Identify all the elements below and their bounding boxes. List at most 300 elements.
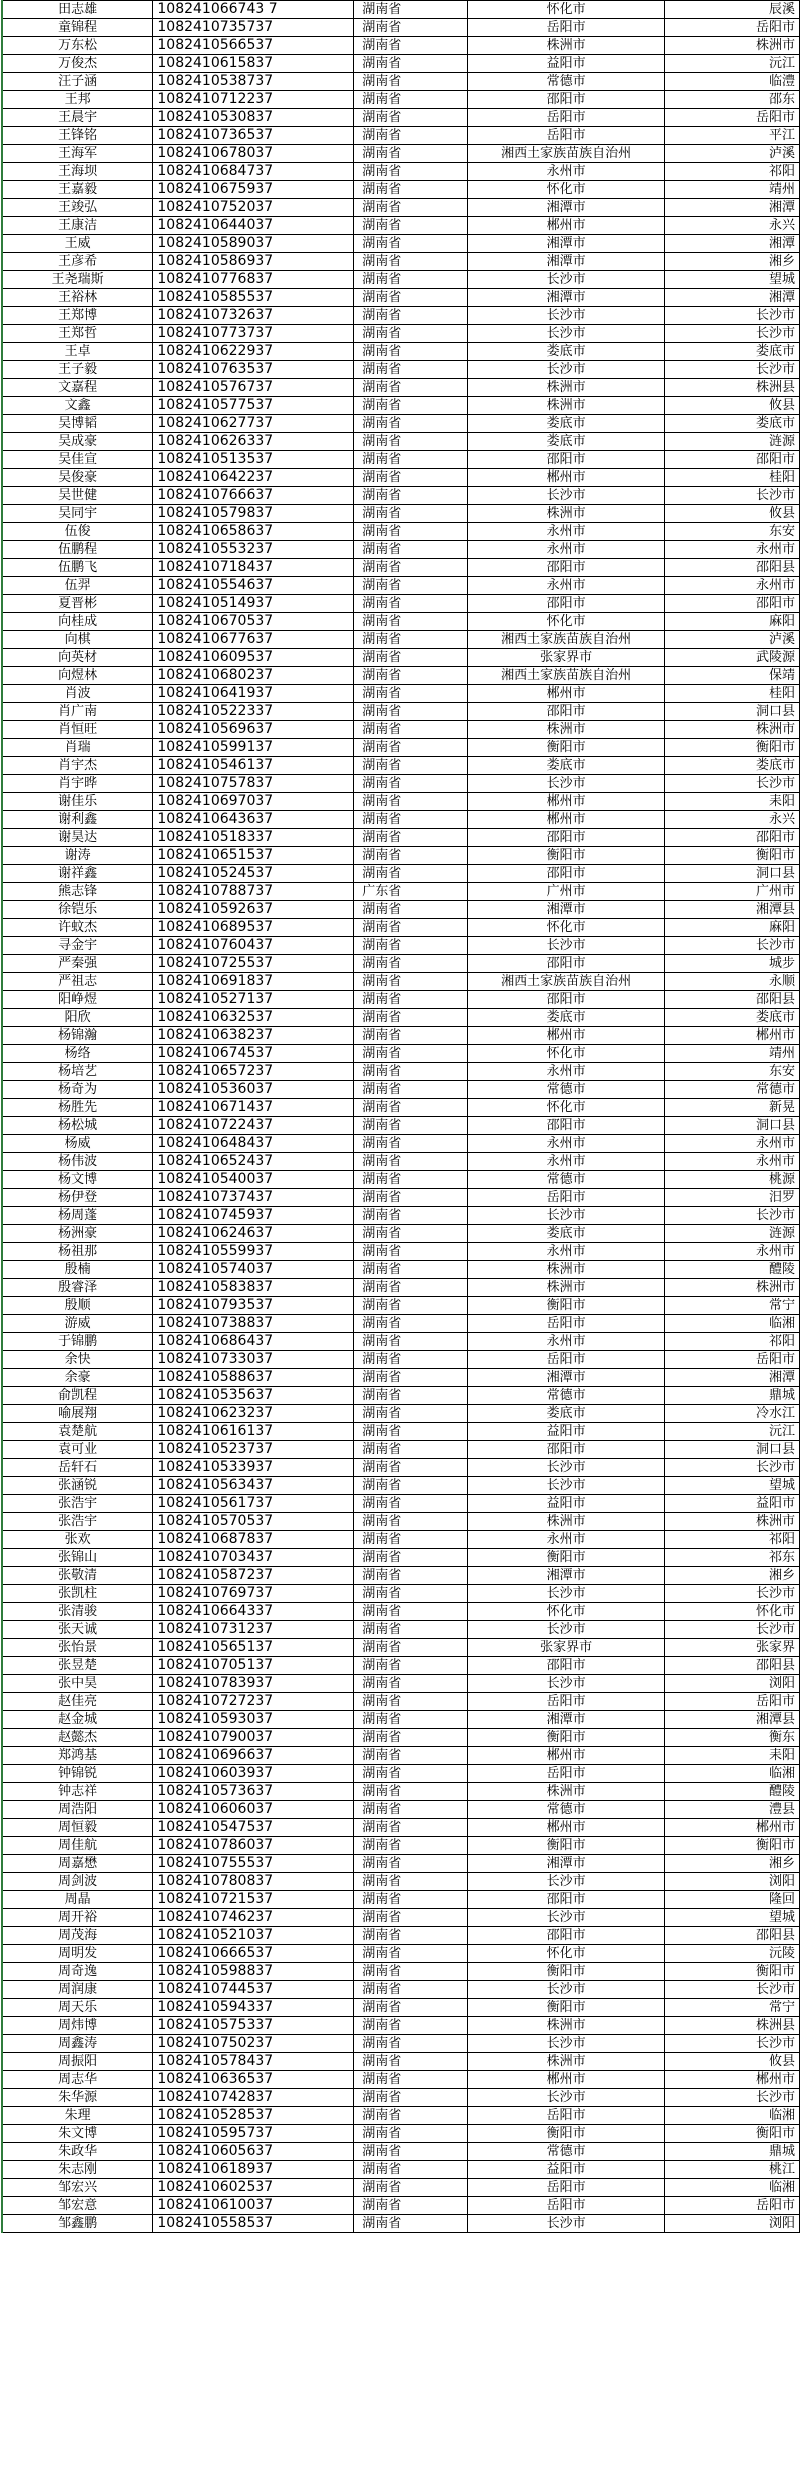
table-row (2, 775, 800, 793)
county-cell: 永兴 (665, 217, 800, 235)
province-cell: 湖南省 (354, 595, 468, 613)
table-row (2, 847, 800, 865)
table-row (2, 1243, 800, 1261)
student-name-cell: 杨络 (2, 1045, 153, 1063)
city-cell: 湘西土家族苗族自治州 (468, 667, 665, 685)
county-cell: 临湘 (665, 2179, 800, 2197)
city-cell: 岳阳市 (468, 2179, 665, 2197)
province-cell: 湖南省 (354, 37, 468, 55)
county-cell: 株洲市 (665, 721, 800, 739)
province-cell: 湖南省 (354, 163, 468, 181)
county-cell: 衡阳市 (665, 847, 800, 865)
province-cell: 湖南省 (354, 991, 468, 1009)
student-id-cell: 1082410790037 (153, 1729, 354, 1747)
table-row (2, 1153, 800, 1171)
student-id-cell: 1082410603937 (153, 1765, 354, 1783)
table-row (2, 883, 800, 901)
student-name-cell: 王嘉毅 (2, 181, 153, 199)
table-row (2, 2161, 800, 2179)
table-row (2, 703, 800, 721)
student-name-cell: 吴世健 (2, 487, 153, 505)
county-cell: 隆回 (665, 1891, 800, 1909)
table-row (2, 1045, 800, 1063)
student-id-cell: 1082410554637 (153, 577, 354, 595)
student-name-cell: 张浩宇 (2, 1495, 153, 1513)
student-name-cell: 赵佳亮 (2, 1693, 153, 1711)
county-cell: 临湘 (665, 2107, 800, 2125)
student-name-cell: 肖瑞 (2, 739, 153, 757)
city-cell: 长沙市 (468, 775, 665, 793)
table-row (2, 199, 800, 217)
province-cell: 湖南省 (354, 1585, 468, 1603)
student-name-cell: 周茂海 (2, 1927, 153, 1945)
student-name-cell: 杨培艺 (2, 1063, 153, 1081)
city-cell: 长沙市 (468, 487, 665, 505)
student-name-cell: 谢涛 (2, 847, 153, 865)
table-row (2, 1567, 800, 1585)
city-cell: 衡阳市 (468, 1549, 665, 1567)
county-cell: 望城 (665, 271, 800, 289)
table-row (2, 451, 800, 469)
province-cell: 湖南省 (354, 1279, 468, 1297)
province-cell: 湖南省 (354, 1855, 468, 1873)
county-cell: 临澧 (665, 73, 800, 91)
province-cell: 湖南省 (354, 757, 468, 775)
student-name-cell: 邹鑫鹏 (2, 2215, 153, 2233)
county-cell: 望城 (665, 1909, 800, 1927)
table-row (2, 595, 800, 613)
county-cell: 武陵源 (665, 649, 800, 667)
province-cell: 湖南省 (354, 1603, 468, 1621)
student-id-cell: 1082410561737 (153, 1495, 354, 1513)
city-cell: 岳阳市 (468, 1315, 665, 1333)
county-cell: 新晃 (665, 1099, 800, 1117)
county-cell: 耒阳 (665, 1747, 800, 1765)
student-name-cell: 许蚊杰 (2, 919, 153, 937)
county-cell: 长沙市 (665, 307, 800, 325)
student-name-cell: 周振阳 (2, 2053, 153, 2071)
province-cell: 湖南省 (354, 1009, 468, 1027)
student-id-cell: 1082410559937 (153, 1243, 354, 1261)
province-cell: 湖南省 (354, 2107, 468, 2125)
student-id-cell: 1082410536037 (153, 1081, 354, 1099)
table-row (2, 1729, 800, 1747)
city-cell: 岳阳市 (468, 1351, 665, 1369)
city-cell: 长沙市 (468, 1981, 665, 1999)
city-cell: 长沙市 (468, 307, 665, 325)
province-cell: 湖南省 (354, 397, 468, 415)
province-cell: 湖南省 (354, 307, 468, 325)
city-cell: 邵阳市 (468, 1927, 665, 1945)
city-cell: 邵阳市 (468, 1657, 665, 1675)
student-name-cell: 周佳航 (2, 1837, 153, 1855)
table-row (2, 217, 800, 235)
student-id-cell: 1082410793537 (153, 1297, 354, 1315)
table-row (2, 1297, 800, 1315)
city-cell: 邵阳市 (468, 829, 665, 847)
county-cell: 株洲县 (665, 379, 800, 397)
county-cell: 临湘 (665, 1315, 800, 1333)
student-id-cell: 1082410616137 (153, 1423, 354, 1441)
student-id-cell: 1082410565137 (153, 1639, 354, 1657)
city-cell: 郴州市 (468, 2071, 665, 2089)
student-id-cell: 1082410689537 (153, 919, 354, 937)
city-cell: 株洲市 (468, 37, 665, 55)
student-id-cell: 1082410727237 (153, 1693, 354, 1711)
table-row (2, 73, 800, 91)
student-name-cell: 王郑哲 (2, 325, 153, 343)
county-cell: 娄底市 (665, 1009, 800, 1027)
student-id-cell: 1082410535637 (153, 1387, 354, 1405)
county-cell: 永州市 (665, 1153, 800, 1171)
student-id-cell: 1082410577537 (153, 397, 354, 415)
table-row (2, 181, 800, 199)
student-name-cell: 万东松 (2, 37, 153, 55)
province-cell: 湖南省 (354, 2017, 468, 2035)
student-name-cell: 杨周蓬 (2, 1207, 153, 1225)
county-cell: 永州市 (665, 541, 800, 559)
city-cell: 永州市 (468, 1333, 665, 1351)
student-name-cell: 杨洲豪 (2, 1225, 153, 1243)
student-name-cell: 周明发 (2, 1945, 153, 1963)
county-cell: 祁阳 (665, 163, 800, 181)
city-cell: 株洲市 (468, 379, 665, 397)
student-name-cell: 周浩阳 (2, 1801, 153, 1819)
table-row (2, 469, 800, 487)
student-id-cell: 1082410563437 (153, 1477, 354, 1495)
county-cell: 洞口县 (665, 1441, 800, 1459)
province-cell: 湖南省 (354, 235, 468, 253)
city-cell: 株洲市 (468, 1261, 665, 1279)
student-id-cell: 1082410575337 (153, 2017, 354, 2035)
province-cell: 湖南省 (354, 1801, 468, 1819)
student-name-cell: 王晨宇 (2, 109, 153, 127)
student-id-cell: 1082410652437 (153, 1153, 354, 1171)
county-cell: 沅江 (665, 1423, 800, 1441)
county-cell: 衡阳市 (665, 1837, 800, 1855)
province-cell: 湖南省 (354, 1441, 468, 1459)
student-id-cell: 1082410609537 (153, 649, 354, 667)
table-row (2, 55, 800, 73)
county-cell: 攸县 (665, 2053, 800, 2071)
student-name-cell: 肖宇晔 (2, 775, 153, 793)
table-row (2, 343, 800, 361)
student-id-cell: 1082410638237 (153, 1027, 354, 1045)
province-cell: 湖南省 (354, 2215, 468, 2233)
student-name-cell: 朱志刚 (2, 2161, 153, 2179)
student-id-cell: 1082410558537 (153, 2215, 354, 2233)
province-cell: 湖南省 (354, 181, 468, 199)
table-row (2, 739, 800, 757)
student-id-cell: 1082410776837 (153, 271, 354, 289)
student-id-cell: 1082410618937 (153, 2161, 354, 2179)
county-cell: 涟源 (665, 1225, 800, 1243)
table-row (2, 1945, 800, 1963)
province-cell: 湖南省 (354, 793, 468, 811)
county-cell: 沅江 (665, 55, 800, 73)
county-cell: 张家界 (665, 1639, 800, 1657)
province-cell: 湖南省 (354, 1873, 468, 1891)
province-cell: 湖南省 (354, 433, 468, 451)
province-cell: 湖南省 (354, 1297, 468, 1315)
student-id-cell: 1082410705137 (153, 1657, 354, 1675)
table-row (2, 937, 800, 955)
province-cell: 湖南省 (354, 847, 468, 865)
table-row (2, 613, 800, 631)
county-cell: 益阳市 (665, 1495, 800, 1513)
city-cell: 衡阳市 (468, 847, 665, 865)
student-id-cell: 1082410578437 (153, 2053, 354, 2071)
student-name-cell: 王锋铭 (2, 127, 153, 145)
table-row (2, 1963, 800, 1981)
province-cell: 湖南省 (354, 1909, 468, 1927)
table-row (2, 991, 800, 1009)
table-row (2, 1081, 800, 1099)
city-cell: 长沙市 (468, 325, 665, 343)
table-row (2, 955, 800, 973)
county-cell: 桂阳 (665, 685, 800, 703)
student-id-cell: 1082410513537 (153, 451, 354, 469)
table-row (2, 1315, 800, 1333)
table-row (2, 307, 800, 325)
student-id-cell: 1082410718437 (153, 559, 354, 577)
city-cell: 岳阳市 (468, 1189, 665, 1207)
city-cell: 衡阳市 (468, 1963, 665, 1981)
city-cell: 长沙市 (468, 1207, 665, 1225)
county-cell: 临湘 (665, 1765, 800, 1783)
student-id-cell: 1082410732637 (153, 307, 354, 325)
city-cell: 怀化市 (468, 613, 665, 631)
table-row (2, 829, 800, 847)
student-name-cell: 张敬清 (2, 1567, 153, 1585)
student-id-cell: 1082410546137 (153, 757, 354, 775)
county-cell: 株洲市 (665, 1279, 800, 1297)
student-name-cell: 周开裕 (2, 1909, 153, 1927)
student-name-cell: 吴俊豪 (2, 469, 153, 487)
student-name-cell: 肖宇杰 (2, 757, 153, 775)
table-row (2, 1513, 800, 1531)
county-cell: 邵阳县 (665, 1927, 800, 1945)
student-name-cell: 肖恒旺 (2, 721, 153, 739)
county-cell: 株洲市 (665, 37, 800, 55)
student-id-cell: 1082410684737 (153, 163, 354, 181)
county-cell: 长沙市 (665, 361, 800, 379)
table-row (2, 1999, 800, 2017)
province-cell: 湖南省 (354, 91, 468, 109)
student-id-cell: 1082410651537 (153, 847, 354, 865)
city-cell: 株洲市 (468, 397, 665, 415)
city-cell: 郴州市 (468, 469, 665, 487)
student-id-cell: 1082410644037 (153, 217, 354, 235)
table-row (2, 2125, 800, 2143)
province-cell: 湖南省 (354, 1423, 468, 1441)
student-name-cell: 田志雄 (2, 1, 153, 19)
student-name-cell: 袁可业 (2, 1441, 153, 1459)
table-row (2, 145, 800, 163)
student-id-cell: 1082410744537 (153, 1981, 354, 1999)
student-id-cell: 1082410602537 (153, 2179, 354, 2197)
student-id-cell: 1082410725537 (153, 955, 354, 973)
province-cell: 湖南省 (354, 1675, 468, 1693)
table-row (2, 1747, 800, 1765)
student-name-cell: 张清骏 (2, 1603, 153, 1621)
student-name-cell: 徐铠乐 (2, 901, 153, 919)
county-cell: 桃江 (665, 2161, 800, 2179)
student-name-cell: 向棋 (2, 631, 153, 649)
city-cell: 岳阳市 (468, 1765, 665, 1783)
county-cell: 浏阳 (665, 1675, 800, 1693)
student-name-cell: 吴博韬 (2, 415, 153, 433)
city-cell: 湘潭市 (468, 1855, 665, 1873)
table-row (2, 1099, 800, 1117)
student-id-cell: 1082410610037 (153, 2197, 354, 2215)
county-cell: 祁阳 (665, 1531, 800, 1549)
student-id-cell: 1082410521037 (153, 1927, 354, 1945)
city-cell: 益阳市 (468, 55, 665, 73)
table-row (2, 1603, 800, 1621)
province-cell: 湖南省 (354, 1711, 468, 1729)
city-cell: 湘潭市 (468, 235, 665, 253)
student-name-cell: 文鑫 (2, 397, 153, 415)
student-name-cell: 殷楠 (2, 1261, 153, 1279)
student-name-cell: 殷睿泽 (2, 1279, 153, 1297)
county-cell: 长沙市 (665, 1981, 800, 1999)
student-name-cell: 钟志祥 (2, 1783, 153, 1801)
student-name-cell: 阳峥煜 (2, 991, 153, 1009)
city-cell: 岳阳市 (468, 2197, 665, 2215)
province-cell: 湖南省 (354, 1927, 468, 1945)
student-name-cell: 王郑博 (2, 307, 153, 325)
county-cell: 冷水江 (665, 1405, 800, 1423)
city-cell: 邵阳市 (468, 703, 665, 721)
student-id-cell: 1082410547537 (153, 1819, 354, 1837)
student-name-cell: 王彦希 (2, 253, 153, 271)
student-name-cell: 王康洁 (2, 217, 153, 235)
city-cell: 永州市 (468, 1243, 665, 1261)
province-cell: 湖南省 (354, 1351, 468, 1369)
city-cell: 娄底市 (468, 1225, 665, 1243)
province-cell: 湖南省 (354, 739, 468, 757)
county-cell: 长沙市 (665, 937, 800, 955)
student-name-cell: 杨奇为 (2, 1081, 153, 1099)
table-row (2, 253, 800, 271)
province-cell: 湖南省 (354, 109, 468, 127)
student-id-cell: 1082410766637 (153, 487, 354, 505)
province-cell: 湖南省 (354, 775, 468, 793)
county-cell: 岳阳市 (665, 2197, 800, 2215)
student-id-cell: 1082410760437 (153, 937, 354, 955)
table-row (2, 1891, 800, 1909)
student-name-cell: 王尧瑞斯 (2, 271, 153, 289)
student-id-cell: 1082410538737 (153, 73, 354, 91)
province-cell: 湖南省 (354, 631, 468, 649)
student-name-cell: 钟锦锐 (2, 1765, 153, 1783)
student-id-cell: 1082410671437 (153, 1099, 354, 1117)
table-row (2, 1693, 800, 1711)
city-cell: 益阳市 (468, 1495, 665, 1513)
student-name-cell: 殷顺 (2, 1297, 153, 1315)
student-id-cell: 1082410696637 (153, 1747, 354, 1765)
province-cell: 湖南省 (354, 1819, 468, 1837)
county-cell: 洞口县 (665, 703, 800, 721)
student-name-cell: 谢祥鑫 (2, 865, 153, 883)
student-id-cell: 1082410527137 (153, 991, 354, 1009)
county-cell: 湘潭 (665, 235, 800, 253)
student-id-cell: 1082410636537 (153, 2071, 354, 2089)
student-id-cell: 1082410569637 (153, 721, 354, 739)
table-row (2, 721, 800, 739)
city-cell: 长沙市 (468, 1621, 665, 1639)
student-id-cell: 1082410657237 (153, 1063, 354, 1081)
province-cell: 湖南省 (354, 1117, 468, 1135)
table-row (2, 2197, 800, 2215)
county-cell: 衡东 (665, 1729, 800, 1747)
table-row (2, 757, 800, 775)
table-row (2, 1063, 800, 1081)
province-cell: 湖南省 (354, 1513, 468, 1531)
table-row (2, 2035, 800, 2053)
county-cell: 郴州市 (665, 1027, 800, 1045)
county-cell: 长沙市 (665, 1459, 800, 1477)
county-cell: 长沙市 (665, 325, 800, 343)
student-id-cell: 1082410579837 (153, 505, 354, 523)
table-row (2, 19, 800, 37)
city-cell: 株洲市 (468, 1783, 665, 1801)
county-cell: 邵阳市 (665, 595, 800, 613)
city-cell: 衡阳市 (468, 1999, 665, 2017)
table-row (2, 1585, 800, 1603)
county-cell: 郴州市 (665, 1819, 800, 1837)
table-row (2, 1225, 800, 1243)
student-name-cell: 严秦强 (2, 955, 153, 973)
province-cell: 湖南省 (354, 811, 468, 829)
student-id-cell: 1082410675937 (153, 181, 354, 199)
student-id-cell: 1082410586937 (153, 253, 354, 271)
province-cell: 湖南省 (354, 955, 468, 973)
table-row (2, 1855, 800, 1873)
city-cell: 常德市 (468, 73, 665, 91)
student-name-cell: 张昱楚 (2, 1657, 153, 1675)
province-cell: 湖南省 (354, 2071, 468, 2089)
student-name-cell: 王卓 (2, 343, 153, 361)
province-cell: 湖南省 (354, 361, 468, 379)
county-cell: 靖州 (665, 181, 800, 199)
county-cell: 常宁 (665, 1999, 800, 2017)
student-name-cell: 张天诚 (2, 1621, 153, 1639)
student-id-cell: 1082410786037 (153, 1837, 354, 1855)
student-name-cell: 郑鸿基 (2, 1747, 153, 1765)
table-row (2, 1783, 800, 1801)
province-cell: 湖南省 (354, 217, 468, 235)
province-cell: 湖南省 (354, 1189, 468, 1207)
city-cell: 常德市 (468, 1387, 665, 1405)
province-cell: 湖南省 (354, 199, 468, 217)
city-cell: 邵阳市 (468, 451, 665, 469)
student-id-cell: 1082410648437 (153, 1135, 354, 1153)
student-id-cell: 1082410670537 (153, 613, 354, 631)
table-row (2, 1351, 800, 1369)
province-cell: 湖南省 (354, 1639, 468, 1657)
county-cell: 浏阳 (665, 1873, 800, 1891)
city-cell: 怀化市 (468, 1099, 665, 1117)
student-name-cell: 吴成豪 (2, 433, 153, 451)
student-id-cell: 1082410632537 (153, 1009, 354, 1027)
province-cell: 湖南省 (354, 1261, 468, 1279)
city-cell: 郴州市 (468, 1027, 665, 1045)
province-cell: 湖南省 (354, 325, 468, 343)
province-cell: 湖南省 (354, 2197, 468, 2215)
student-id-cell: 1082410691837 (153, 973, 354, 991)
